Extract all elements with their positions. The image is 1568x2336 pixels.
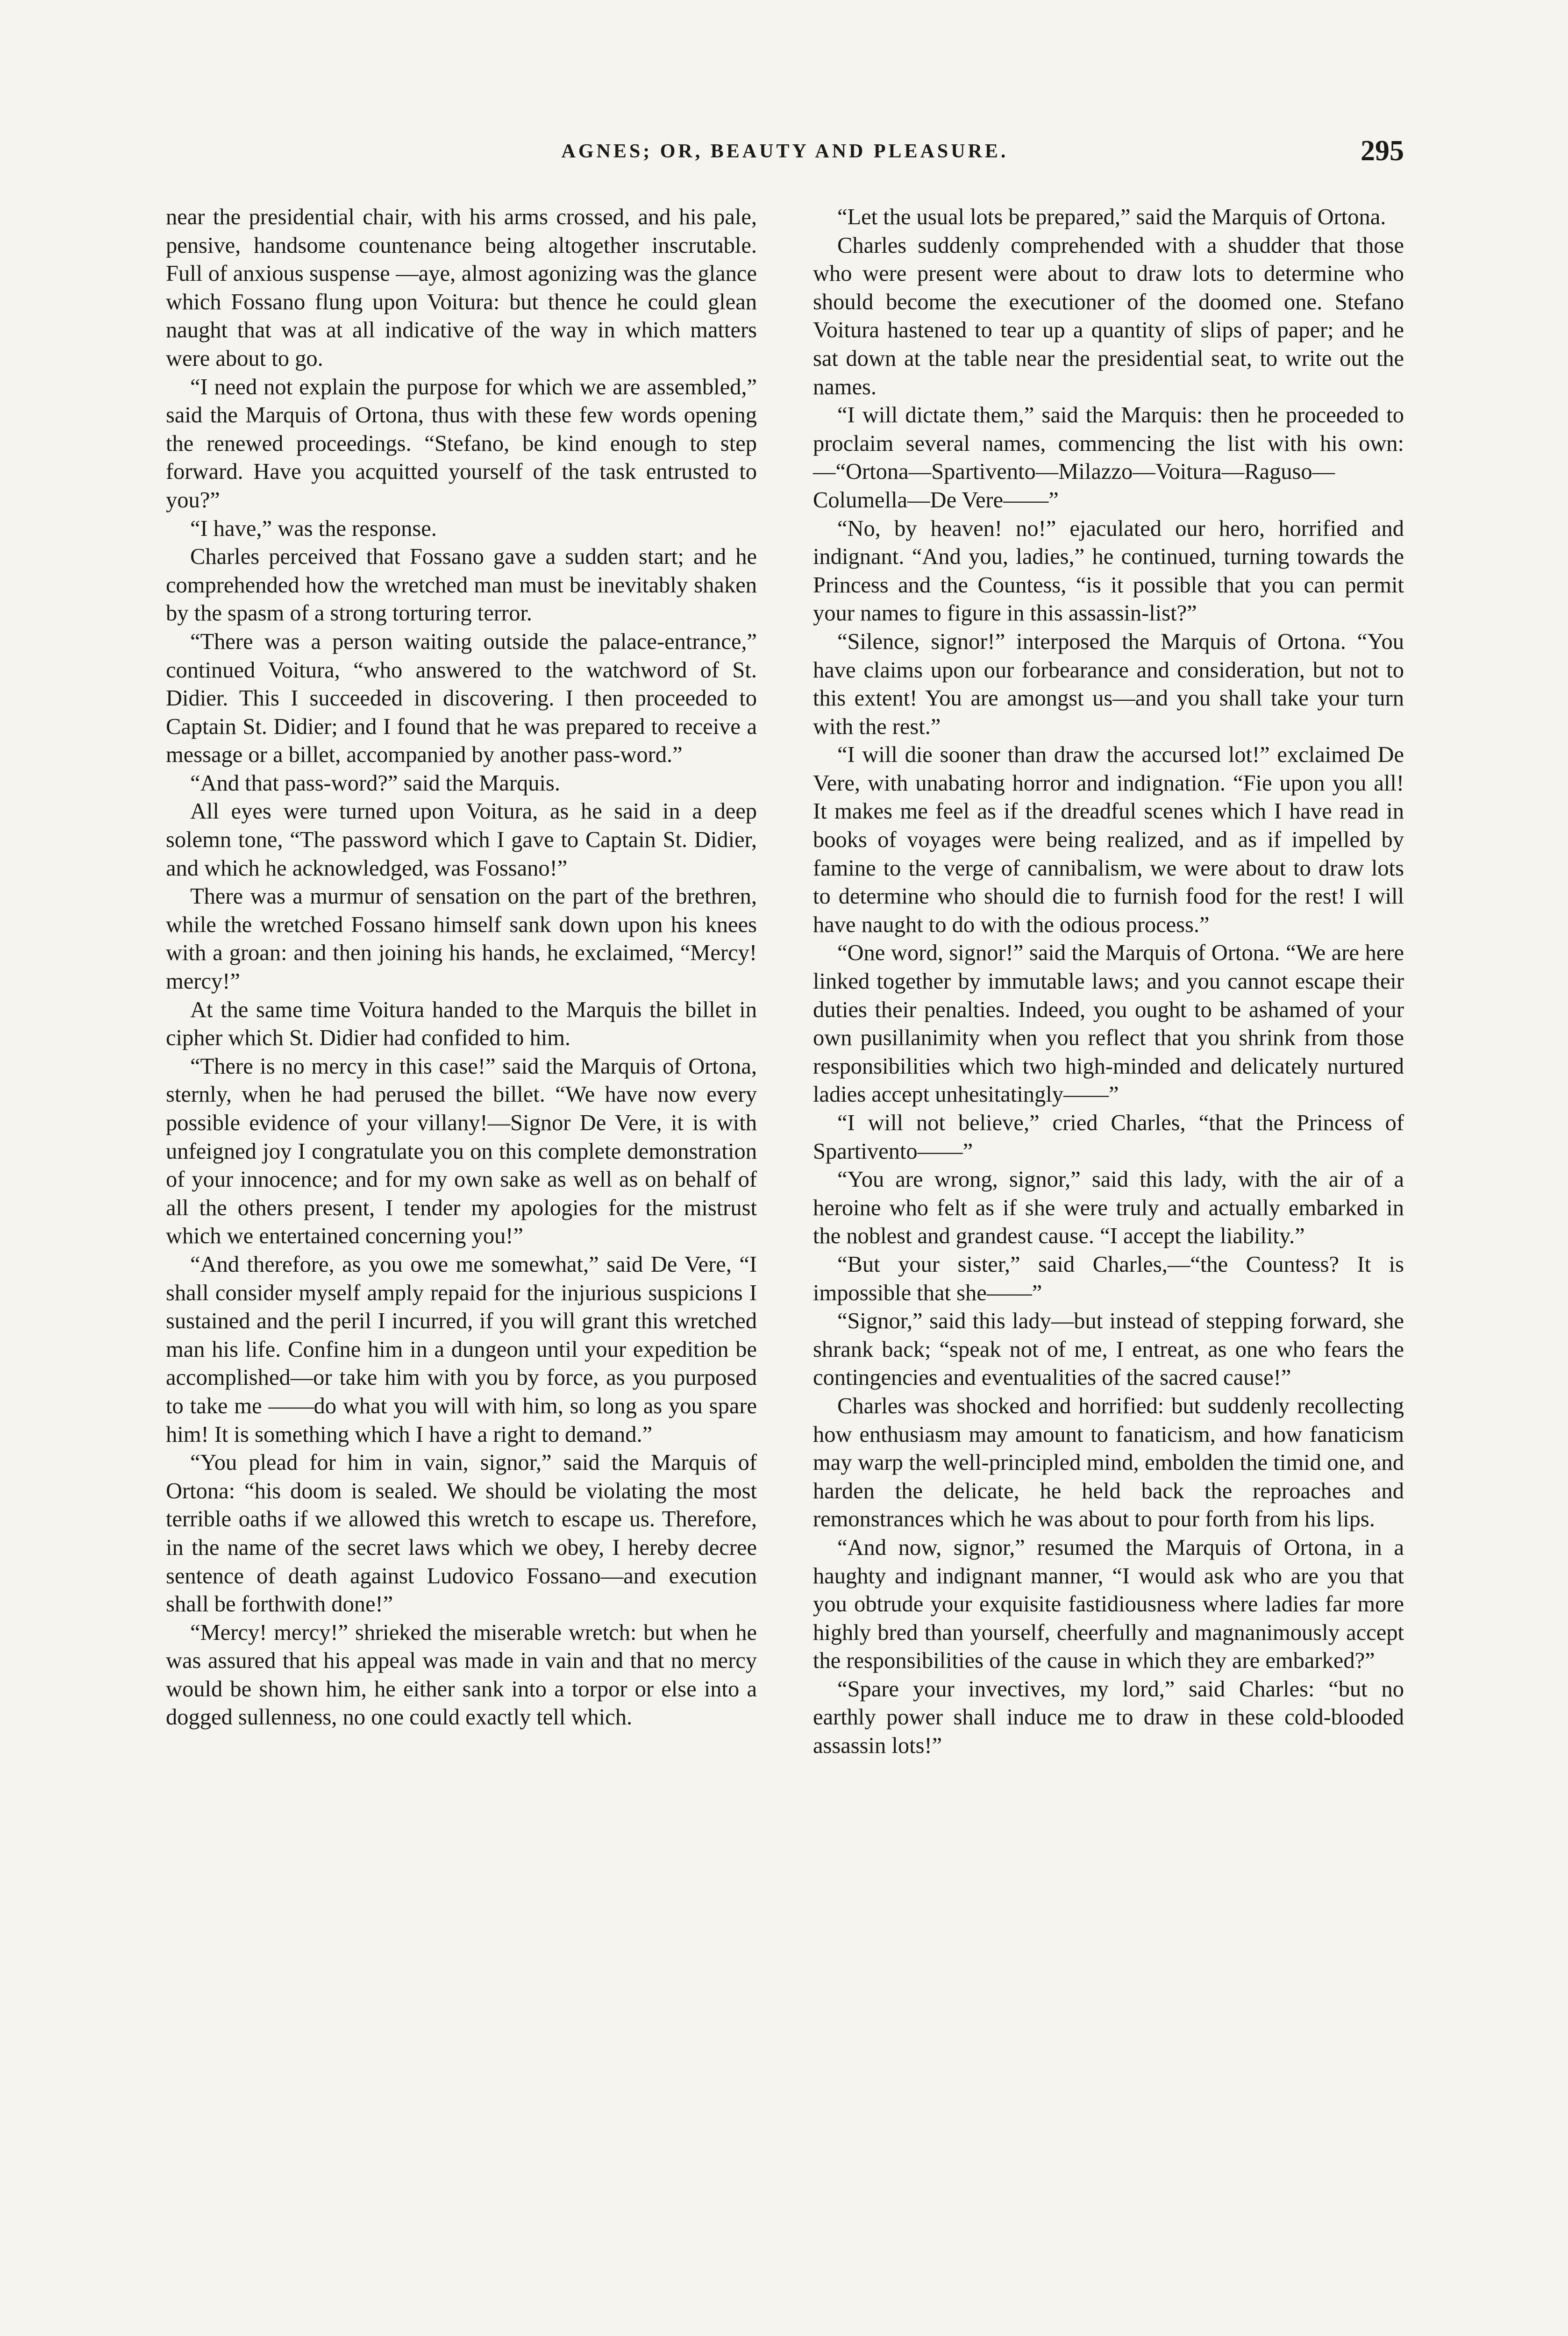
- paragraph: “Signor,” said this lady—but instead of stepping forward, she shrank back; “speak not of me, I entreat, as one who fears the contingencies and eventualities of the sacred cause!”: [813, 1309, 1404, 1390]
- paragraph: “You are wrong, signor,” said this lady, with the air of a heroine who felt as if she were truly and actually embarked in the noblest and grandest cause. “I accept the liability.”: [813, 1167, 1404, 1249]
- running-title: AGNES; OR, BEAUTY AND PLEASURE.: [561, 141, 1009, 162]
- paragraph: Charles was shocked and horrified: but suddenly recollecting how enthusiasm may amount to fanaticism, and how fanaticism may warp the well-principled mind, embolden the timid one, and harden the delicate, he held back the reproaches and remonstrances which he was about to pour forth from his lips.: [813, 1393, 1404, 1532]
- right-column: [813, 203, 1404, 1760]
- paragraph: “I will dictate them,” said the Marquis: then he proceeded to proclaim several names, commencing the list with his own:—“Ortona—Spartivento—Milazzo—Voitura—Raguso—Columella—De Vere——”: [813, 403, 1404, 513]
- paragraph: near the presidential chair, with his arms crossed, and his pale, pensive, handsome countenance being altogether inscrutable. Full of anxious suspense —aye, almost agonizing was the glance which Fossano flung upon Voitura: but thence he could glean naught that was at all indicative of the way in which matters were about to go.: [166, 205, 757, 371]
- paragraph: “There is no mercy in this case!” said the Marquis of Ortona, sternly, when he had perused the billet. “We have now every possible evidence of your villany!—Signor De Vere, it is with unfeigned joy I congratulate you on this complete demonstration of your innocence; and for my own sake as well as on behalf of all the others present, I tender my apologies for the mistrust which we entertained concerning you!”: [166, 1054, 757, 1249]
- paragraph: At the same time Voitura handed to the Marquis the billet in cipher which St. Didier had confided to him.: [166, 997, 757, 1051]
- paragraph: “Spare your invectives, my lord,” said Charles: “but no earthly power shall induce me to draw in these cold-blooded assassin lots!”: [813, 1676, 1404, 1759]
- paragraph: All eyes were turned upon Voitura, as he said in a deep solemn tone, “The password which I gave to Captain St. Didier, and which he acknowledged, was Fossano!”: [166, 799, 757, 881]
- paragraph: “Let the usual lots be prepared,” said the Marquis of Ortona.: [837, 205, 1386, 229]
- paragraph: “I need not explain the purpose for which we are assembled,” said the Marquis of Ortona, thus with these few words opening the renewed proceedings. “Stefano, be kind enough to step forward. Have you acquitted yourself of the task entrusted to you?”: [166, 374, 757, 513]
- paragraph: “And now, signor,” resumed the Marquis of Ortona, in a haughty and indignant manner, “I would ask who are you that you obtrude your exquisite fastidiousness where ladies far more highly bred than yourself, cheerfully and magnanimously accept the responsibilities of the cause in which they are embarked?”: [813, 1535, 1404, 1674]
- paragraph: “I will die sooner than draw the accursed lot!” exclaimed De Vere, with unabating horror and indignation. “Fie upon you all! It makes me feel as if the dreadful scenes which I have read in books of voyages were being realized, and as if impelled by famine to the verge of cannibalism, we were about to draw lots to determine who should die to furnish food for the rest! I will have naught to do with the odious process.”: [813, 742, 1404, 937]
- paragraph: There was a murmur of sensation on the part of the brethren, while the wretched Fossano himself sank down upon his knees with a groan: and then joining his hands, he exclaimed, “Mercy! mercy!”: [166, 884, 757, 994]
- paragraph: “You plead for him in vain, signor,” said the Marquis of Ortona: “his doom is sealed. We should be violating the most terrible oaths if we allowed this wretch to escape us. Therefore, in the name of the secret laws which we obey, I hereby decree sentence of death against Ludovico Fossano—and execution shall be forthwith done!”: [166, 1450, 757, 1617]
- page-header: [166, 135, 1404, 182]
- left-column: [166, 203, 757, 1732]
- paragraph: Charles perceived that Fossano gave a sudden start; and he comprehended how the wretched man must be inevitably shaken by the spasm of a strong torturing terror.: [166, 544, 757, 626]
- paragraph: “No, by heaven! no!” ejaculated our hero, horrified and indignant. “And you, ladies,” he continued, turning towards the Princess and the Countess, “is it possible that you can permit your names to figure in this assassin-list?”: [813, 516, 1404, 626]
- paragraph: “And that pass-word?” said the Marquis.: [190, 770, 560, 796]
- paragraph: “I will not believe,” cried Charles, “that the Princess of Spartivento——”: [813, 1111, 1404, 1164]
- paragraph: “Mercy! mercy!” shrieked the miserable wretch: but when he was assured that his appeal was made in vain and that no mercy would be shown him, he either sank into a torpor or else into a dogged sullenness, no one could exactly tell which.: [166, 1620, 757, 1730]
- paragraph: “And therefore, as you owe me somewhat,” said De Vere, “I shall consider myself amply repaid for the injurious suspicions I sustained and the peril I incurred, if you will grant this wretched man his life. Confine him in a dungeon until your expedition be accomplished—or take him with you by force, as you purposed to take me ——do what you will with him, so long as you spare him! It is something which I have a right to demand.”: [166, 1252, 757, 1447]
- paragraph: “I have,” was the response.: [190, 516, 437, 541]
- paragraph: Charles suddenly comprehended with a shudder that those who were present were about to draw lots to determine who should become the executioner of the doomed one. Stefano Voitura hastened to tear up a quantity of slips of paper; and he sat down at the table near the presidential seat, to write out the names.: [813, 233, 1404, 399]
- paragraph: “Silence, signor!” interposed the Marquis of Ortona. “You have claims upon our forbearance and consideration, but not to this extent! You are amongst us—and you shall take your turn with the rest.”: [813, 629, 1404, 739]
- paragraph: “But your sister,” said Charles,—“the Countess? It is impossible that she——”: [813, 1252, 1404, 1305]
- page-number: 295: [1361, 135, 1404, 167]
- paragraph: “There was a person waiting outside the palace-entrance,” continued Voitura, “who answered to the watchword of St. Didier. This I succeeded in discovering. I then proceeded to Captain St. Didier; and I found that he was prepared to receive a message or a billet, accompanied by another pass-word.”: [166, 629, 757, 768]
- paragraph: “One word, signor!” said the Marquis of Ortona. “We are here linked together by immutable laws; and you cannot escape their duties their penalties. Indeed, you ought to be ashamed of your own pusillanimity when you reflect that you shrink from those responsibilities which two high-minded and delicately nurtured ladies accept unhesitatingly——”: [813, 940, 1404, 1107]
